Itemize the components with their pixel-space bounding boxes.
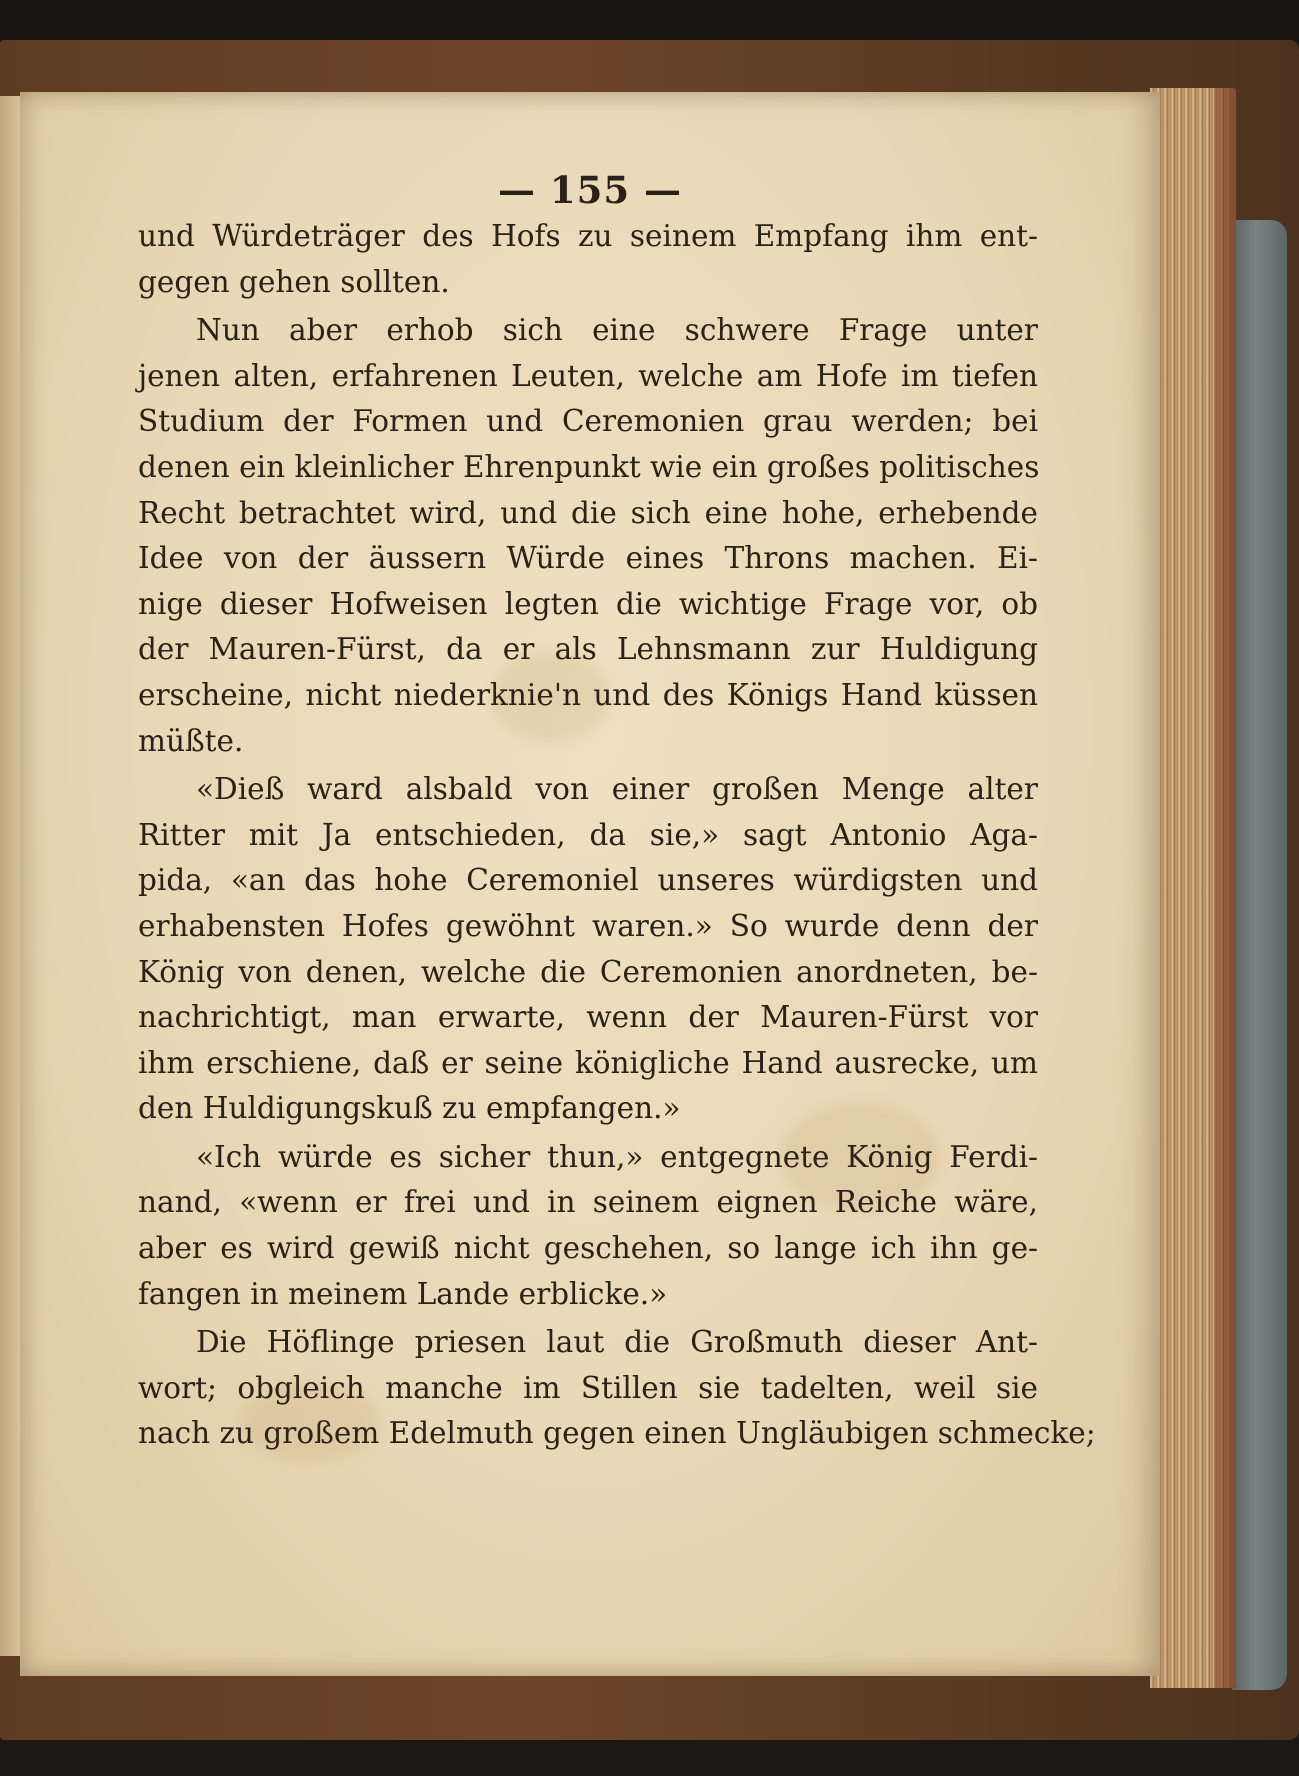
paragraph xyxy=(138,1320,1096,1457)
page-edges xyxy=(1150,88,1236,1688)
text-line: gegen gehen sollten. xyxy=(138,264,450,299)
text-line: jenen alten, erfahrenen Leuten, welche am Hofe im tiefen xyxy=(138,358,1038,393)
text-line: wort; obgleich manche im Stillen sie tadelten, weil sie xyxy=(138,1370,1038,1405)
text-line: «Dieß ward alsbald von einer großen Menge alter xyxy=(196,772,1038,807)
text-line: nach zu großem Edelmuth gegen einen Ungläubigen schmecke; xyxy=(138,1416,1096,1451)
book-page xyxy=(20,92,1160,1676)
text-line: denen ein kleinlicher Ehrenpunkt wie ein großes politisches xyxy=(138,449,1040,484)
text-line: erscheine, nicht niederknie'n und des Königs Hand küssen xyxy=(138,677,1038,712)
text-line: «Ich würde es sicher thun,» entgegnete König Ferdi- xyxy=(196,1139,1038,1174)
text-line: ihm erschiene, daß er seine königliche Hand ausrecke, um xyxy=(138,1045,1038,1080)
text-line: Die Höflinge priesen laut die Großmuth dieser Ant- xyxy=(196,1325,1038,1360)
text-line: aber es wird gewiß nicht geschehen, so lange ich ihn ge- xyxy=(138,1231,1038,1266)
text-line: müßte. xyxy=(138,723,244,758)
text-line: Recht betrachtet wird, und die sich eine hohe, erhebende xyxy=(138,495,1038,530)
paragraph xyxy=(138,214,1038,305)
paragraph xyxy=(138,308,1038,764)
paragraph xyxy=(138,767,1038,1132)
page-number: — 155 — xyxy=(498,168,682,212)
page-text xyxy=(138,214,1096,1457)
text-line: der Mauren-Fürst, da er als Lehnsmann zur Huldigung xyxy=(138,632,1038,667)
text-line: nand, «wenn er frei und in seinem eignen Reiche wäre, xyxy=(138,1185,1038,1220)
text-line: den Huldigungskuß zu empfangen.» xyxy=(138,1091,681,1126)
text-line: pida, «an das hohe Ceremoniel unseres würdigsten und xyxy=(138,863,1038,898)
text-line: fangen in meinem Lande erblicke.» xyxy=(138,1276,668,1311)
text-line: König von denen, welche die Ceremonien anordneten, be- xyxy=(138,954,1038,989)
text-line: Studium der Formen und Ceremonien grau werden; bei xyxy=(138,404,1038,439)
text-line: nachrichtigt, man erwarte, wenn der Mauren-Fürst vor xyxy=(138,1000,1038,1035)
text-line: nige dieser Hofweisen legten die wichtige Frage vor, ob xyxy=(138,586,1038,621)
text-line: und Würdeträger des Hofs zu seinem Empfang ihm ent- xyxy=(138,219,1038,253)
text-line: Nun aber erhob sich eine schwere Frage unter xyxy=(196,313,1038,348)
text-line: erhabensten Hofes gewöhnt waren.» So wurde denn der xyxy=(138,908,1038,943)
paragraph xyxy=(138,1135,1038,1317)
text-line: Ritter mit Ja entschieden, da sie,» sagt Antonio Aga- xyxy=(138,817,1038,852)
text-line: Idee von der äussern Würde eines Throns machen. Ei- xyxy=(138,541,1038,576)
cover-edge xyxy=(1232,220,1287,1690)
